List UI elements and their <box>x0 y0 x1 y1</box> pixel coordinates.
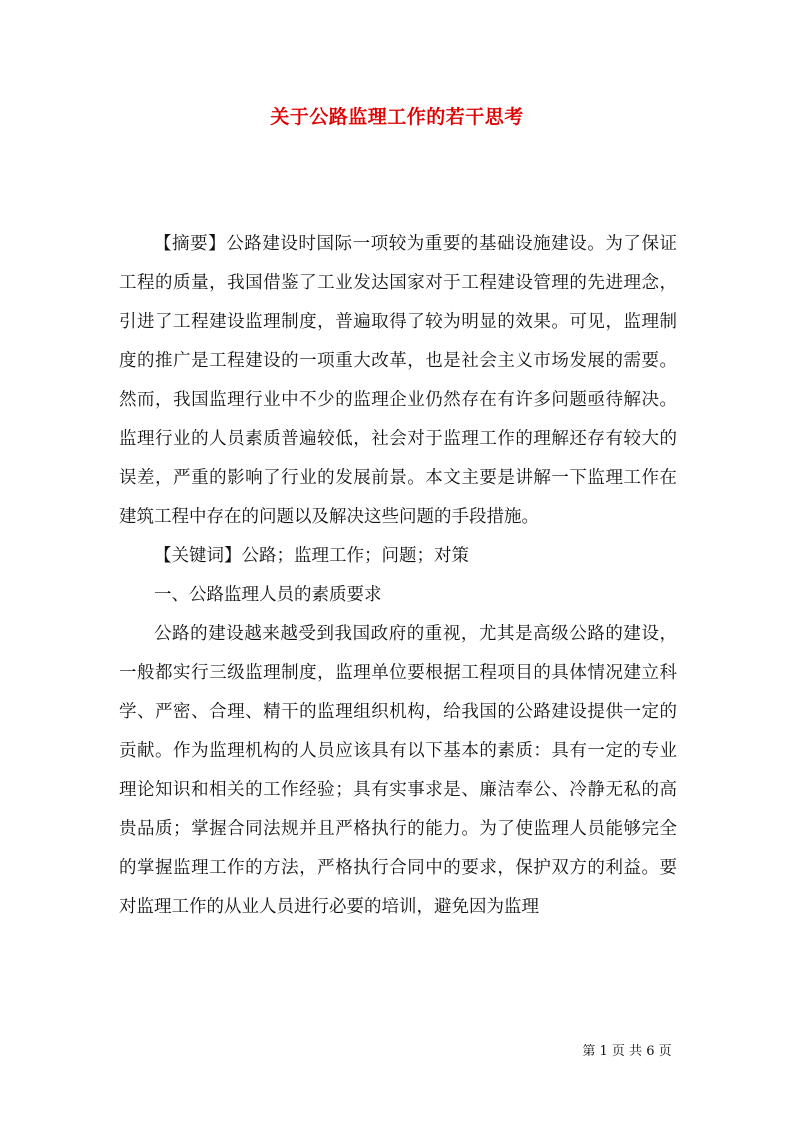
document-body <box>119 225 677 927</box>
keywords-paragraph: 【关键词】公路；监理工作；问题；对策 <box>154 546 469 566</box>
abstract-paragraph: 【摘要】公路建设时国际一项较为重要的基础设施建设。为了保证工程的质量，我国借鉴了工业发达国家对于工程建设管理的先进理念，引进了工程建设监理制度，普遍取得了较为明显的效果。可见，监理制度的推广是工程建设的一项重大改革，也是社会主义市场发展的需要。然而，我国监理行业中不少的监理企业仍然存在有许多问题亟待解决。监理行业的人员素质普遍较低，社会对于监理工作的理解还存有较大的误差，严重的影响了行业的发展前景。本文主要是讲解一下监理工作在建筑工程中存在的问题以及解决这些问题的手段措施。 <box>119 234 677 527</box>
page-footer: 第 1 页 共 6 页 <box>582 1044 672 1059</box>
section-heading: 一、公路监理人员的素质要求 <box>154 585 382 605</box>
document-title: 关于公路监理工作的若干思考 <box>270 106 524 128</box>
body-paragraph: 公路的建设越来越受到我国政府的重视，尤其是高级公路的建设，一般都实行三级监理制度，监理单位要根据工程项目的具体情况建立科学、严密、合理、精干的监理组织机构，给我国的公路建设提供一定的贡献。作为监理机构的人员应该具有以下基本的素质：具有一定的专业理论知识和相关的工作经验；具有实事求是、廉洁奉公、冷静无私的高贵品质；掌握合同法规并且严格执行的能力。为了使监理人员能够完全的掌握监理工作的方法，严格执行合同中的要求，保护双方的利益。要对监理工作的从业人员进行必要的培训，避免因为监理 <box>119 624 677 917</box>
